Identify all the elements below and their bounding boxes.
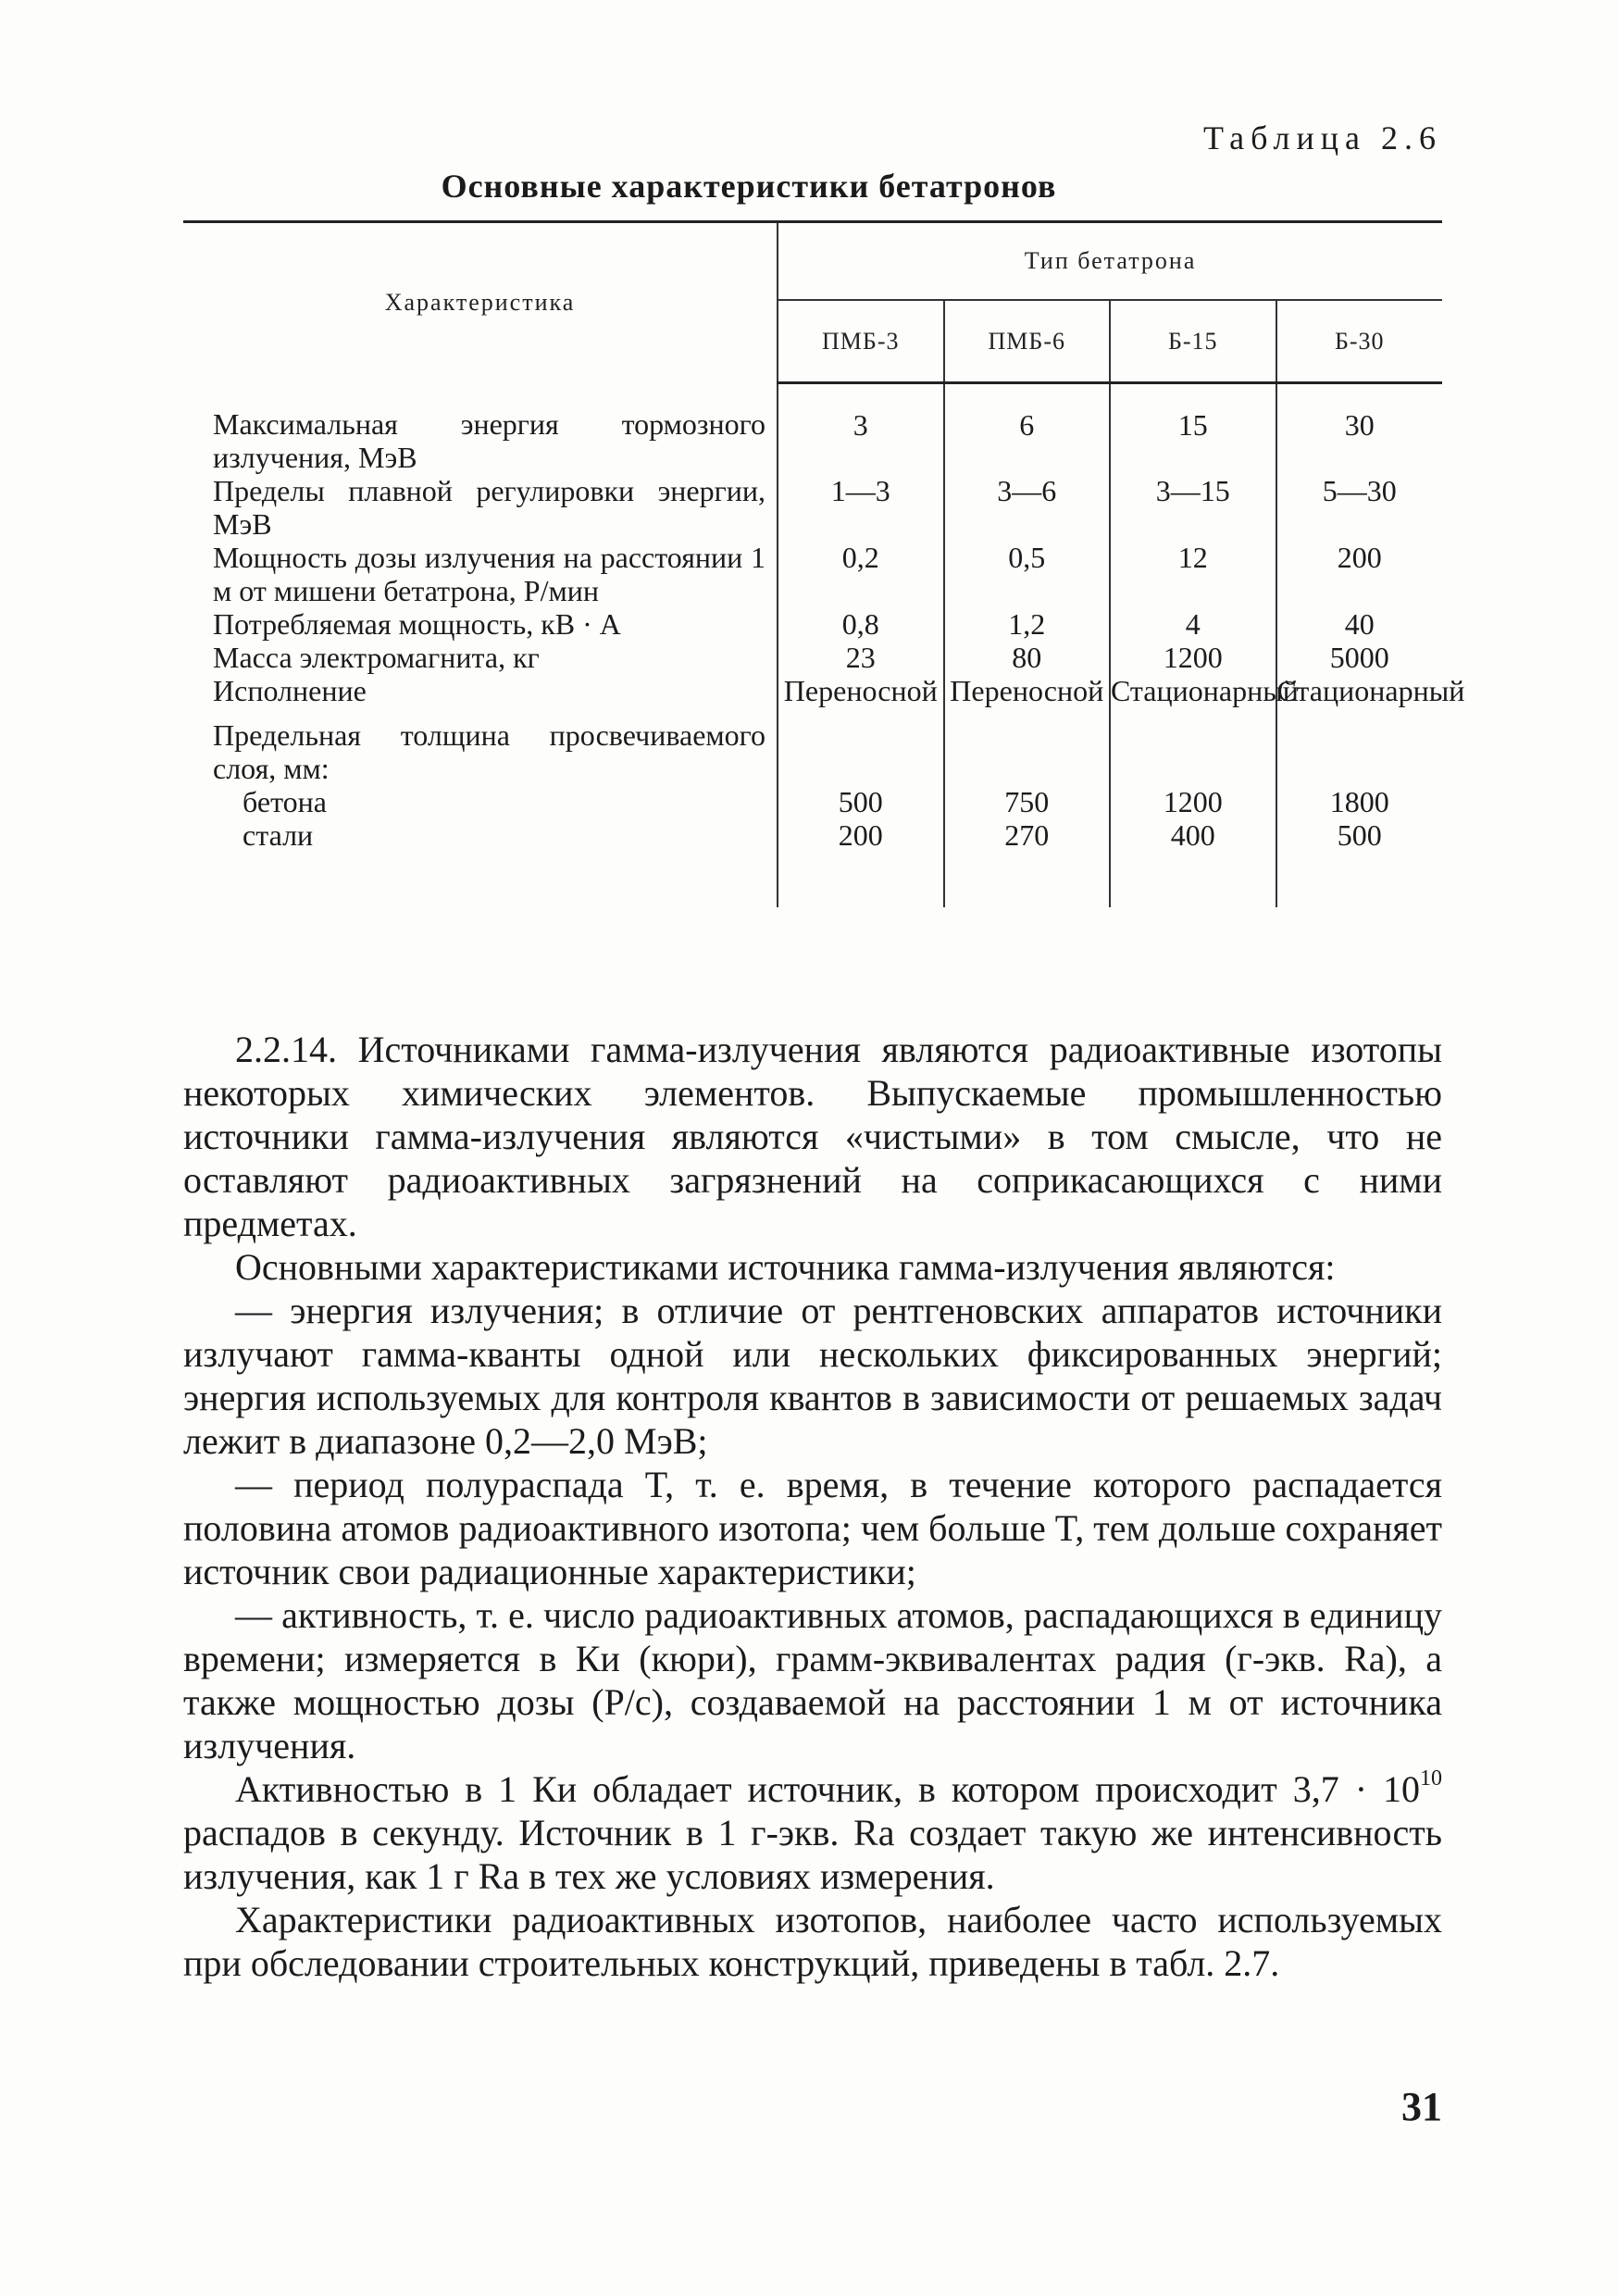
row-label: Мощность дозы излучения на расстоянии 1 м от мишени бетатрона, Р/мин [183,541,778,607]
table-row [183,707,1442,785]
cell-value: 3 [778,383,944,474]
cell-value: 750 [944,785,1111,818]
cell-value: 0,8 [778,607,944,641]
paragraph [183,1767,1442,1898]
row-label: Пределы плавной регулировки энергии, МэВ [183,474,778,541]
type-col-header: ПМБ-6 [944,300,1111,383]
characteristic-header: Характеристика [183,222,778,383]
cell-value [944,707,1111,785]
row-label: Исполнение [183,674,778,707]
cell-value: 200 [778,818,944,907]
type-col-header: ПМБ-3 [778,300,944,383]
paragraph: — энергия излучения; в отличие от рентгеновских аппаратов источники излучают гамма-кванты одной или нескольких фиксированных энергий; энергия используемых для контроля квантов в зависимости от решаемых задач лежит в диапазоне 0,2—2,0 МэВ; [183,1290,1442,1462]
cell-value: 3—15 [1110,474,1276,541]
row-label: стали [243,817,314,852]
row-label: Максимальная энергия тормозного излучения, МэВ [183,383,778,474]
cell-value: Стационарный [1276,673,1465,707]
paragraph: — период полураспада T, т. е. время, в течение которого распадается половина атомов радиоактивного изотопа; чем больше T, тем дольше сохраняет источник свои радиационные характеристики; [183,1464,1442,1592]
cell-value: Переносной [944,674,1111,707]
exponent: 10 [1420,1766,1442,1791]
cell-value: 400 [1110,818,1276,907]
cell-value: 500 [1276,818,1443,907]
table-title: Основные характеристики бетатронов [441,168,1057,205]
cell-value: 3—6 [944,474,1111,541]
paragraph: — активность, т. е. число радиоактивных атомов, распадающихся в единицу времени; измеряется в Ки (кюри), грамм-эквивалентах радия (г-экв. Ra), а также мощностью дозы (Р/с), создаваемой на расстоянии 1 м от источника излучения. [183,1594,1442,1766]
cell-value: 5000 [1276,641,1443,674]
cell-value [1110,707,1276,785]
paragraph-part: распадов в секунду. Источник в 1 г-экв. Ra создает такую же интенсивность излучения, как 1 г Ra в тех же условиях измерения. [183,1812,1442,1897]
row-label: Масса электромагнита, кг [183,641,778,674]
cell-value: 270 [944,818,1111,907]
row-label: Предельная толщина просвечиваемого слоя, мм: [183,707,778,785]
cell-value [1276,707,1443,785]
paragraph: 2.2.14. Источниками гамма-излучения являются радиоактивные изотопы некоторых химических элементов. Выпускаемые промышленностью источники гамма-излучения являются «чистыми» в том смысле, что не оставляют радиоактивных загрязнений на соприкасающихся с ними предметах. [183,1029,1442,1244]
table-row [183,785,1442,818]
table-row [183,818,1442,907]
page-number: 31 [1401,2084,1442,2129]
cell-value: 80 [944,641,1111,674]
cell-value: 12 [1110,541,1276,607]
cell-value: 1200 [1110,785,1276,818]
cell-value: 1800 [1276,785,1443,818]
cell-value: 5—30 [1276,474,1443,541]
body-text [183,1028,1442,1985]
table-row [183,641,1442,674]
table-row [183,383,1442,474]
type-header: Тип бетатрона [778,222,1442,301]
cell-value: 4 [1110,607,1276,641]
table-row [183,541,1442,607]
cell-value [778,707,944,785]
cell-value: 15 [1110,383,1276,474]
row-label: бетона [243,784,327,818]
type-col-header: Б-30 [1276,300,1443,383]
cell-value: 500 [778,785,944,818]
cell-value: 6 [944,383,1111,474]
cell-value: 0,2 [778,541,944,607]
table-row [183,674,1442,707]
cell-value: Переносной [778,674,944,707]
table-label: Таблица 2.6 [1203,119,1442,156]
cell-value: 0,5 [944,541,1111,607]
row-label: Потребляемая мощность, кВ · А [183,607,778,641]
cell-value: 1,2 [944,607,1111,641]
cell-value: 30 [1276,383,1443,474]
cell-value: 200 [1276,541,1443,607]
cell-value: 1—3 [778,474,944,541]
table-row [183,474,1442,541]
paragraph-part: Активностью в 1 Ки обладает источник, в котором происходит 3,7 · 10 [235,1768,1420,1810]
type-col-header: Б-15 [1110,300,1276,383]
cell-value: Стационарный [1111,673,1299,707]
paragraph: Характеристики радиоактивных изотопов, наиболее часто используемых при обследовании строительных конструкций, приведены в табл. 2.7. [183,1899,1442,1984]
cell-value: 1200 [1110,641,1276,674]
paragraph: Основными характеристиками источника гамма-излучения являются: [235,1246,1336,1288]
betatron-table [183,220,1465,907]
cell-value: 23 [778,641,944,674]
cell-value: 40 [1276,607,1443,641]
table-row [183,607,1442,641]
